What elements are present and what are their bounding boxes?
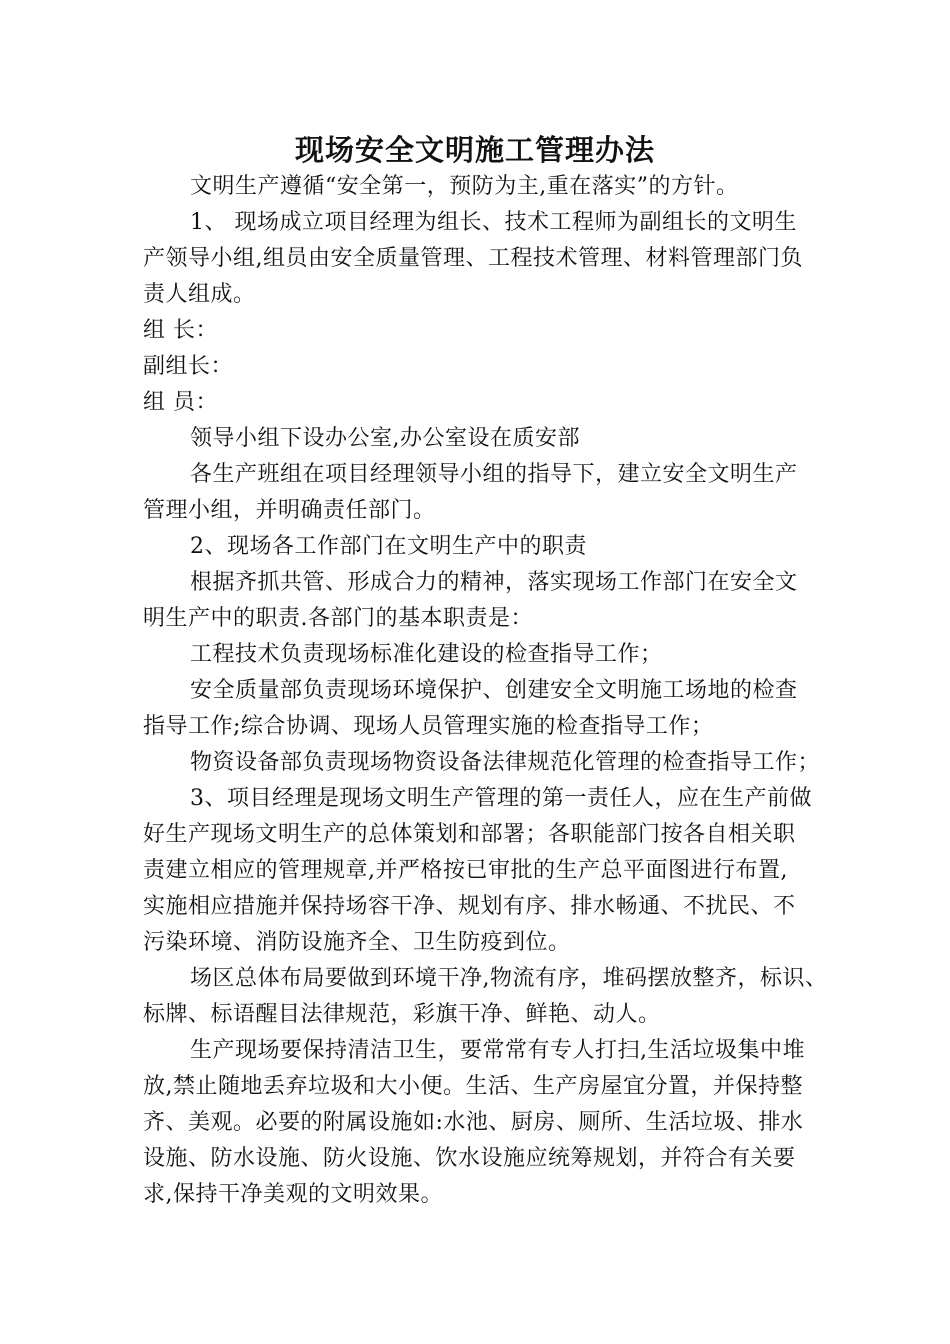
- paragraph-line: 组 长：: [143, 318, 218, 343]
- paragraph-line: 实施相应措施并保持场容干净、规划有序、排水畅通、不扰民、不: [143, 894, 796, 919]
- document-title: 现场安全文明施工管理办法: [294, 133, 655, 167]
- paragraph-line: 组 员：: [143, 390, 218, 415]
- paragraph-line: 污染环境、消防设施齐全、卫生防疫到位。: [143, 930, 571, 955]
- paragraph-line: 设施、防水设施、防火设施、饮水设施应统筹规划，并符合有关要: [143, 1146, 796, 1171]
- paragraph-line: 2、现场各工作部门在文明生产中的职责: [190, 534, 587, 559]
- paragraph-line: 根据齐抓共管、形成合力的精神，落实现场工作部门在安全文: [190, 570, 798, 595]
- paragraph-line: 领导小组下设办公室,办公室设在质安部: [190, 426, 580, 451]
- paragraph-line: 文明生产遵循“安全第一，预防为主,重在落实”的方针。: [190, 174, 739, 199]
- paragraph-line: 指导工作;综合协调、现场人员管理实施的检查指导工作；: [143, 714, 714, 739]
- paragraph-line: 求,保持干净美观的文明效果。: [143, 1182, 443, 1207]
- paragraph-line: 副组长：: [143, 354, 234, 379]
- paragraph-line: 生产现场要保持清洁卫生，要常常有专人打扫,生活垃圾集中堆: [190, 1038, 805, 1063]
- paragraph-line: 安全质量部负责现场环境保护、创建安全文明施工场地的检查: [190, 678, 798, 703]
- paragraph-line: 放,禁止随地丢弃垃圾和大小便。生活、生产房屋宜分置，并保持整: [143, 1074, 803, 1099]
- paragraph-line: 工程技术负责现场标准化建设的检查指导工作；: [190, 642, 663, 667]
- paragraph-line: 标牌、标语醒目法律规范，彩旗干净、鲜艳、动人。: [143, 1002, 661, 1027]
- paragraph-line: 责人组成。: [143, 282, 256, 307]
- paragraph-line: 管理小组，并明确责任部门。: [143, 498, 436, 523]
- paragraph-line: 3、项目经理是现场文明生产管理的第一责任人，应在生产前做: [190, 786, 812, 811]
- paragraph-line: 产领导小组,组员由安全质量管理、工程技术管理、材料管理部门负: [143, 246, 803, 271]
- paragraph-line: 好生产现场文明生产的总体策划和部署；各职能部门按各自相关职: [143, 822, 796, 847]
- paragraph-line: 场区总体布局要做到环境干净,物流有序，堆码摆放整齐，标识、: [190, 966, 828, 991]
- paragraph-line: 1、 现场成立项目经理为组长、技术工程师为副组长的文明生: [190, 210, 797, 235]
- paragraph-line: 各生产班组在项目经理领导小组的指导下，建立安全文明生产: [190, 462, 798, 487]
- paragraph-line: 明生产中的职责.各部门的基本职责是：: [143, 606, 533, 631]
- paragraph-line: 责建立相应的管理规章,并严格按已审批的生产总平面图进行布置,: [143, 858, 788, 883]
- paragraph-line: 物资设备部负责现场物资设备法律规范化管理的检查指导工作；: [190, 750, 821, 775]
- paragraph-line: 齐、美观。必要的附属设施如:水池、厨房、厕所、生活垃圾、排水: [143, 1110, 804, 1135]
